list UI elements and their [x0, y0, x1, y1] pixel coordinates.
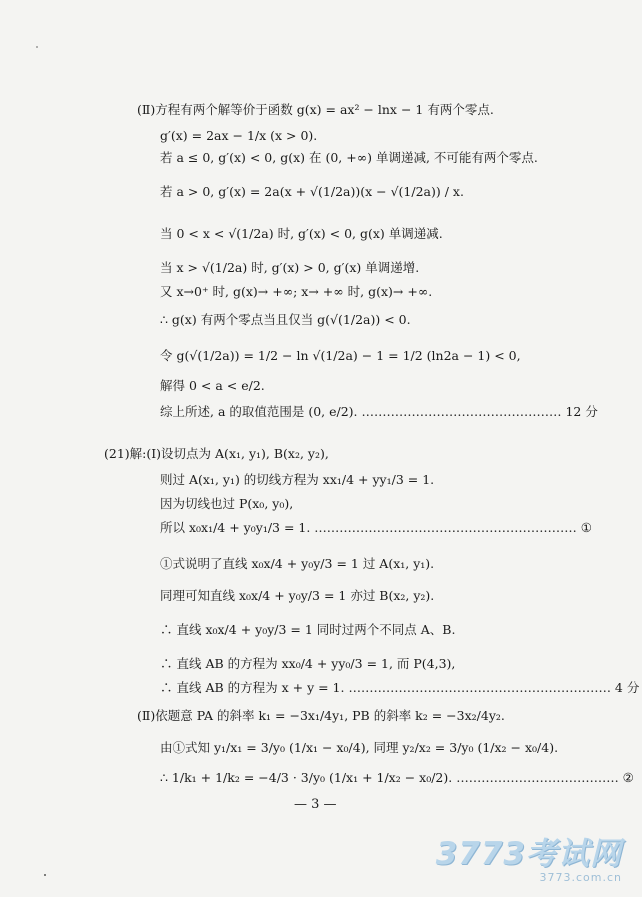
watermark-sub: 3773.com.cn	[539, 871, 622, 884]
text-line: (Ⅱ)依题意 PA 的斜率 k₁ = −3x₁/4y₁, PB 的斜率 k₂ = −3x₂/4y₂.	[137, 708, 505, 723]
text-line: 解得 0 < a < e/2.	[160, 378, 265, 393]
text-line: 令 g(√(1/2a)) = 1/2 − ln √(1/2a) − 1 = 1/2 (ln2a − 1) < 0,	[160, 348, 521, 363]
text-line: (Ⅱ)方程有两个解等价于函数 g(x) = ax² − lnx − 1 有两个零点.	[137, 102, 494, 117]
text-line: 又 x→0⁺ 时, g(x)→ +∞; x→ +∞ 时, g(x)→ +∞.	[160, 284, 433, 299]
text-line: 若 a ≤ 0, g′(x) < 0, g(x) 在 (0, +∞) 单调递减, 不可能有两个零点.	[160, 150, 538, 165]
text-line: 由①式知 y₁/x₁ = 3/y₀ (1/x₁ − x₀/4), 同理 y₂/x₂ = 3/y₀ (1/x₂ − x₀/4).	[160, 740, 559, 755]
scan-speck	[44, 874, 46, 876]
scan-speck	[36, 46, 38, 48]
text-line: ∴ 1/k₁ + 1/k₂ = −4/3 · 3/y₀ (1/x₁ + 1/x₂ − x₀/2). ………………………………… ②	[160, 770, 634, 785]
text-line: ∴ 直线 AB 的方程为 x + y = 1. ……………………………………………………… 4 分	[160, 680, 640, 695]
text-line: (21)解:(Ⅰ)设切点为 A(x₁, y₁), B(x₂, y₂),	[104, 446, 329, 461]
text-line: ∴ 直线 AB 的方程为 xx₀/4 + yy₀/3 = 1, 而 P(4,3),	[160, 656, 456, 671]
text-line: 若 a > 0, g′(x) = 2a(x + √(1/2a))(x − √(1/2a)) / x.	[160, 184, 464, 199]
text-line: ∴ 直线 x₀x/4 + y₀y/3 = 1 同时过两个不同点 A、B.	[160, 622, 456, 637]
page-number: — 3 —	[294, 797, 337, 812]
watermark-main: 3773考试网	[435, 836, 622, 872]
text-line: 则过 A(x₁, y₁) 的切线方程为 xx₁/4 + yy₁/3 = 1.	[160, 472, 435, 487]
watermark-logo	[436, 828, 622, 884]
text-line: 因为切线也过 P(x₀, y₀),	[160, 496, 294, 511]
text-line: 同理可知直线 x₀x/4 + y₀y/3 = 1 亦过 B(x₂, y₂).	[160, 588, 435, 603]
text-line: 当 x > √(1/2a) 时, g′(x) > 0, g′(x) 单调递增.	[160, 260, 420, 275]
text-line: 所以 x₀x₁/4 + y₀y₁/3 = 1. ……………………………………………………… ①	[160, 520, 592, 535]
text-line: g′(x) = 2ax − 1/x (x > 0).	[160, 128, 318, 143]
text-line: 当 0 < x < √(1/2a) 时, g′(x) < 0, g(x) 单调递减.	[160, 226, 443, 241]
text-line: 综上所述, a 的取值范围是 (0, e/2). ………………………………………… 12 分	[160, 404, 598, 419]
text-line: ∴ g(x) 有两个零点当且仅当 g(√(1/2a)) < 0.	[160, 312, 411, 327]
text-line: ①式说明了直线 x₀x/4 + y₀y/3 = 1 过 A(x₁, y₁).	[160, 556, 435, 571]
